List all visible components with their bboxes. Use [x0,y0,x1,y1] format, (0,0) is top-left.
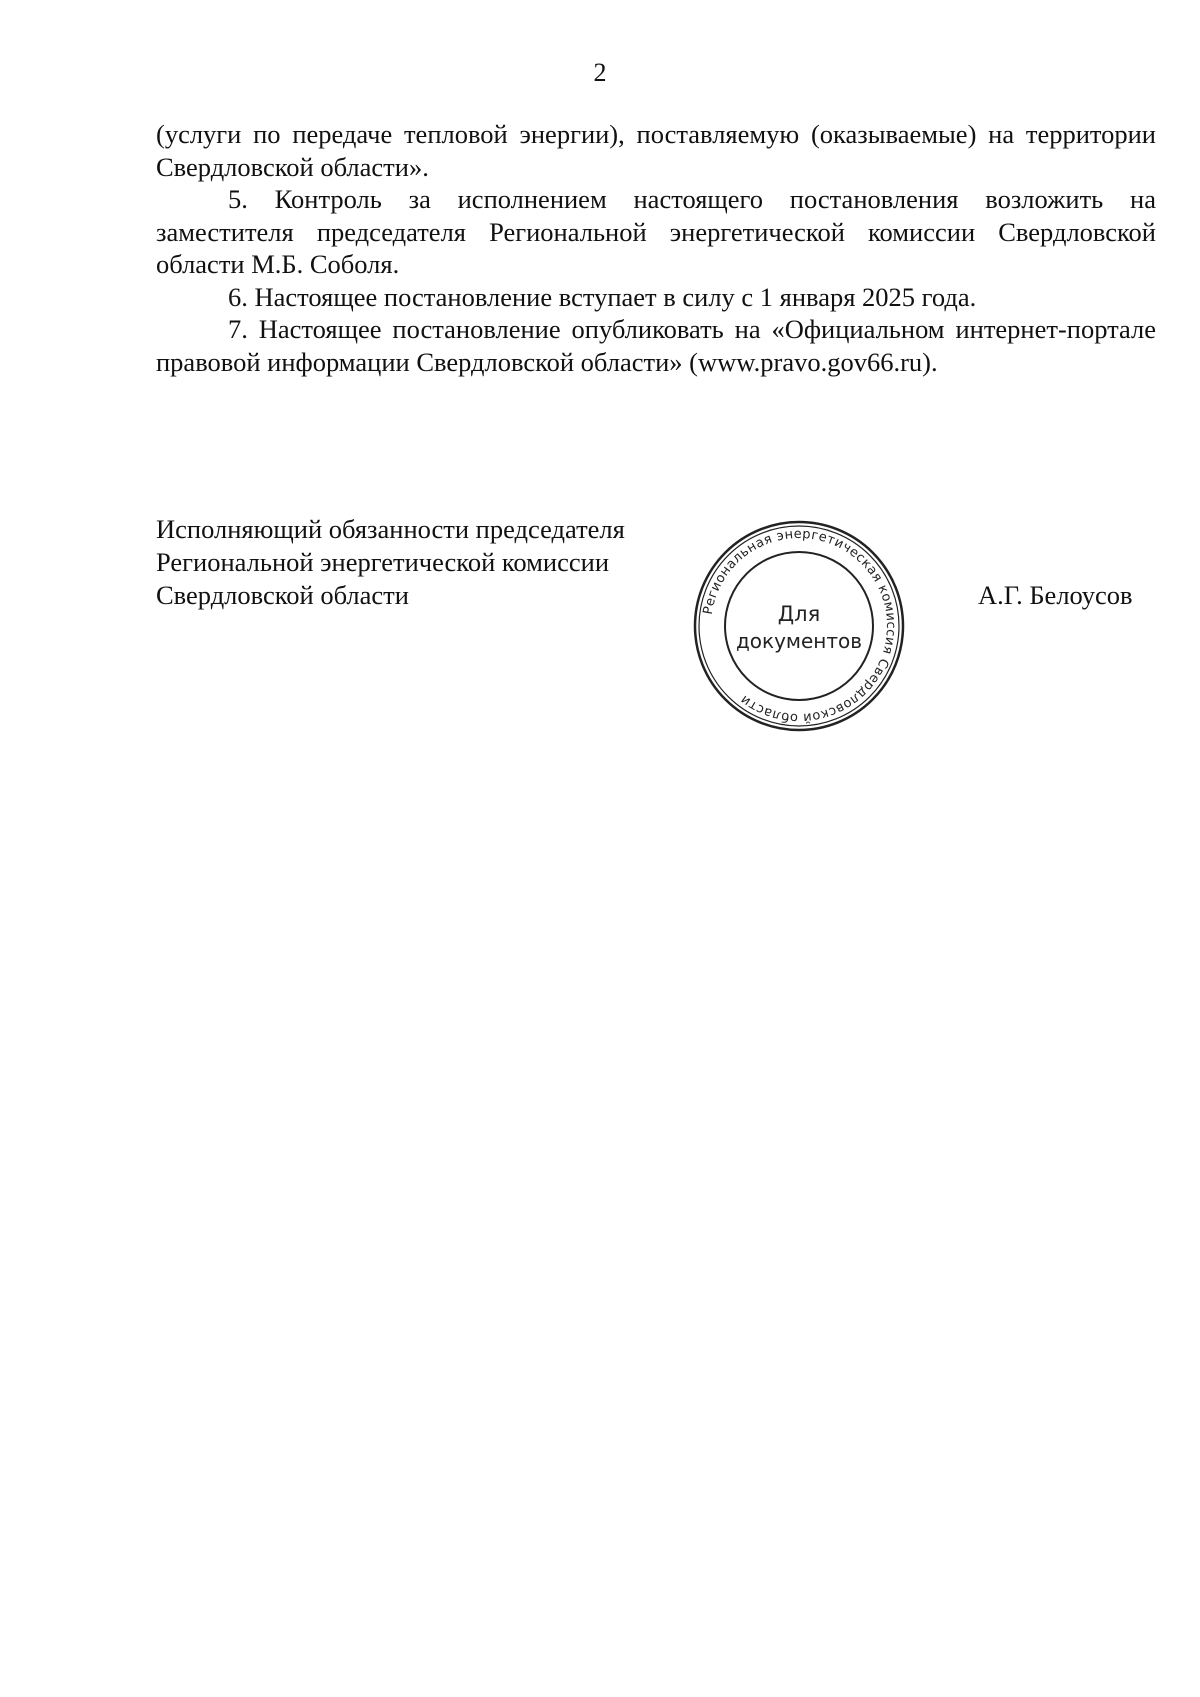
signer-name: А.Г. Белоусов [978,580,1133,610]
document-body [156,118,1156,378]
paragraph-continuation: (услуги по передаче тепловой энергии), поставляемую (оказываемые) на территории Свердловской области». [156,119,1156,182]
paragraph-item-7: 7. Настоящее постановление опубликовать на «Официальном интернет-портале правовой информации Свердловской области» (www.pravo.gov66.ru). [156,314,1156,377]
official-stamp [688,515,910,737]
stamp-ring-text: Региональная энергетическая комиссия Свердловской области [700,526,899,726]
page-number: 2 [593,58,607,87]
stamp-center-line-1: Для [777,602,821,626]
paragraph-item-5: 5. Контроль за исполнением настоящего постановления возложить на заместителя председателя Региональной энергетической комиссии Свердловской области М.Б. Соболя. [156,184,1156,279]
stamp-inner-ring [725,552,873,700]
signature-position-line: Региональной энергетической комиссии [156,547,609,577]
stamp-outer-ring [695,522,903,730]
signature-position-line: Исполняющий обязанности председателя [156,514,625,544]
paragraph-item-6: 6. Настоящее постановление вступает в силу с 1 января 2025 года. [228,281,977,312]
signature-position-line: Свердловской области [156,580,409,610]
stamp-center-line-2: документов [735,629,863,653]
signature-position-block [156,513,625,612]
